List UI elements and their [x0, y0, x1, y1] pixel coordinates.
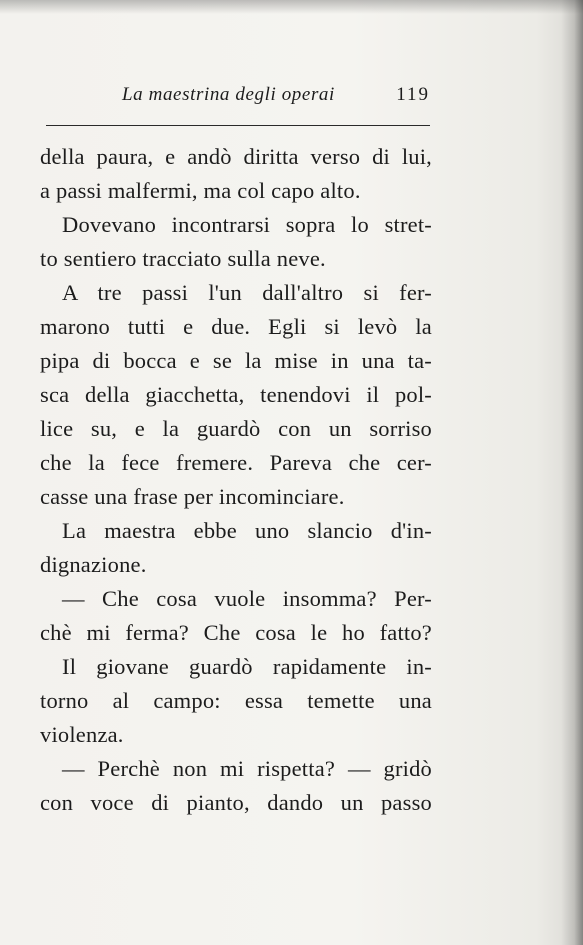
text-line: A tre passi l'un dall'altro si fer-: [62, 280, 432, 305]
running-title: La maestrina degli operai: [122, 84, 335, 105]
text-line: violenza.: [40, 722, 124, 747]
text-line: che la fece fremere. Pareva che cer-: [40, 450, 432, 475]
text-line: — Che cosa vuole insomma? Per-: [62, 586, 432, 611]
page-number: 119: [396, 84, 430, 105]
text-line: marono tutti e due. Egli si levò la: [40, 314, 432, 339]
text-line: pipa di bocca e se la mise in una ta-: [40, 348, 432, 373]
text-line: casse una frase per incominciare.: [40, 484, 345, 509]
text-line: Il giovane guardò rapidamente in-: [62, 654, 432, 679]
page-right-shadow: [561, 0, 583, 945]
running-header: [40, 84, 430, 114]
header-rule: [46, 125, 430, 126]
text-line: — Perchè non mi rispetta? — gridò: [62, 756, 432, 781]
page-top-shadow: [0, 0, 583, 14]
text-line: a passi malfermi, ma col capo alto.: [40, 178, 361, 203]
text-line: Dovevano incontrarsi sopra lo stret-: [62, 212, 432, 237]
text-line: torno al campo: essa temette una: [40, 688, 432, 713]
body-text: [40, 140, 432, 820]
text-line: lice su, e la guardò con un sorriso: [40, 416, 432, 441]
text-line: dignazione.: [40, 552, 147, 577]
text-line: con voce di pianto, dando un passo: [40, 790, 432, 815]
text-line: to sentiero tracciato sulla neve.: [40, 246, 326, 271]
text-line: sca della giacchetta, tenendovi il pol-: [40, 382, 432, 407]
text-line: della paura, e andò diritta verso di lui,: [40, 144, 432, 169]
text-line: La maestra ebbe uno slancio d'in-: [62, 518, 432, 543]
text-line: chè mi ferma? Che cosa le ho fatto?: [40, 620, 432, 645]
